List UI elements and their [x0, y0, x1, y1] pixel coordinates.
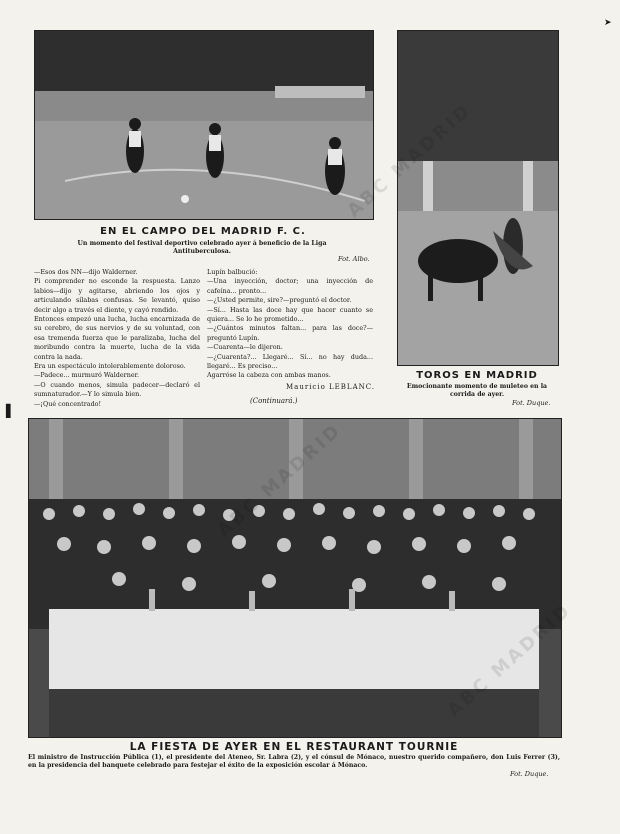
- article-continued: (Continuará.): [250, 397, 298, 405]
- article-paragraph: —¿Cuántos minutos faltan... para las doce?—preguntó Lupín.: [207, 324, 373, 342]
- article-paragraph: —Sí... Hasta las doce hay que hacer cuanto se quiera... Se lo he prometido...: [207, 305, 373, 324]
- football-photo-credit: Fot. Albo.: [338, 255, 370, 263]
- article-column-1: [34, 268, 200, 409]
- article-paragraph: Era un espectáculo intolerablemente doloroso.: [34, 362, 186, 371]
- article-column-2: [207, 268, 373, 381]
- banquet-photo-credit: Fot. Duque.: [510, 770, 549, 778]
- football-caption-subtitle: Un momento del festival deportivo celebrado ayer á beneficio de la Liga Antituberculosa.: [77, 240, 327, 255]
- banquet-caption-title: LA FIESTA DE AYER EN EL RESTAURANT TOURNIE: [129, 741, 459, 753]
- bullfight-caption-subtitle: Emocionante momento de muleteo en la corrida de ayer.: [406, 383, 548, 398]
- article-paragraph: —¿Cuarenta?... Llegaré... Sí... no hay duda... llegaré... Es preciso...: [207, 352, 373, 371]
- article-paragraph: —Una inyección, doctor; una inyección de cafeína... pronto...: [207, 277, 373, 295]
- article-paragraph: Agarróse la cabeza con ambas manos.: [207, 371, 331, 380]
- bullfight-caption-title: TOROS EN MADRID: [416, 370, 538, 381]
- bullfight-scene: [398, 31, 558, 365]
- football-scene: [35, 31, 373, 219]
- bullfight-photo-credit: Fot. Duque.: [512, 399, 551, 407]
- article-paragraph: —Esos dos NN—dijo Walderner.: [34, 268, 138, 276]
- article-paragraph: Pi comprender no esconde la respuesta. Lanzo labios—dijo y agitarse, abriendo los ojos y articulando sílabas confusas. Se levantó, quiso decir algo a través el diente, y cayó rendido.: [34, 277, 200, 314]
- bullfight-photo: [397, 30, 559, 366]
- article-paragraph: —O cuando menos, simula padecer—declaró el sumnaturador.—Y lo simula bien.: [34, 380, 200, 399]
- article-signature: Mauricio LEBLANC.: [286, 383, 376, 391]
- article-paragraph: —Padece... murmuró Walderner.: [34, 371, 139, 380]
- margin-arrow-right: ➤: [604, 18, 612, 28]
- football-photo: [34, 30, 374, 220]
- article-paragraph: —¿Usted permite, sire?—preguntó el doctor.: [207, 296, 352, 305]
- article-paragraph: Lupín balbució:: [207, 268, 258, 276]
- article-paragraph: —Cuarenta—le dijeron.: [207, 343, 283, 352]
- article-paragraph: —¡Qué concentrado!: [34, 399, 102, 408]
- football-caption-title: EN EL CAMPO DEL MADRID F. C.: [100, 226, 306, 237]
- banquet-caption-subtitle: El ministro de Instrucción Pública (1), el presidente del Ateneo, Sr. Labra (2), y el cónsul de Mónaco, nuestro querido compañero, don Luis Ferrer (3), en la presidencia del banquete celebrado para festejar el éxito de la exposición escolar á Mónaco.: [28, 754, 560, 769]
- banquet-scene: [29, 419, 561, 737]
- article-paragraph: Entonces empezó una lucha, lucha encarnizada de su cerebro, de sus nervios y de su voluntad, con esa tremenda fuerza que le paralizaba, lucha del moribundo contra la muerte, lucha de la vida contra la nada.: [34, 315, 200, 361]
- margin-mark-left: ▌: [6, 404, 16, 418]
- banquet-photo: [28, 418, 562, 738]
